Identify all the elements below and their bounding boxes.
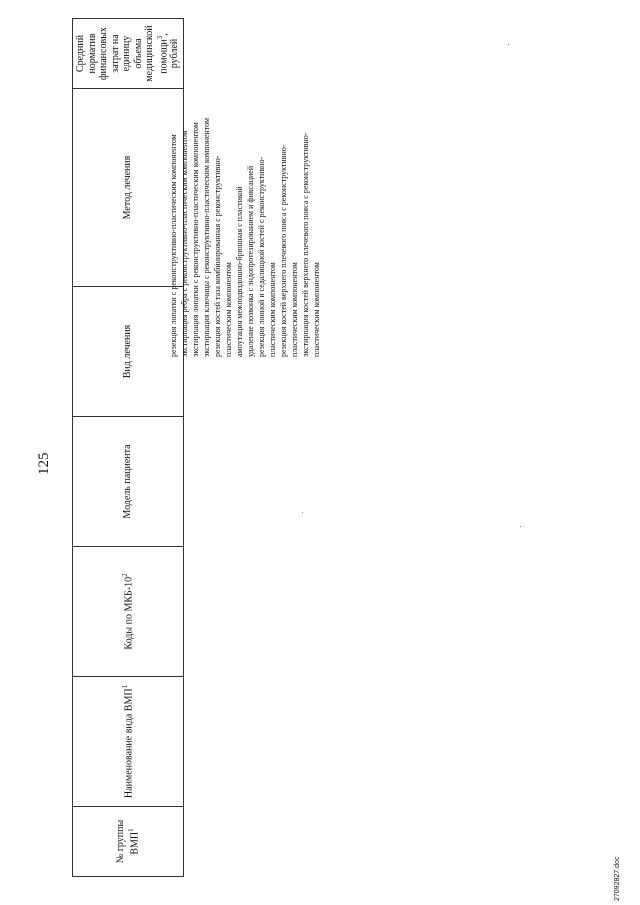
scan-speck <box>508 44 509 45</box>
list-item: ампутация межподвздошно-брюшная с пластикой <box>235 186 244 357</box>
list-item: резекция костей таза комбинированная с реконструктивно-пластическим компонентом <box>213 155 233 357</box>
document-code: 27092827.doc <box>614 856 621 901</box>
header-mkb-codes: Коды по МКБ-$10^2$ <box>73 547 184 677</box>
list-item: резекция лопатки с реконструктивно-пластическим компонентом <box>169 134 178 357</box>
page-number: 125 <box>36 452 52 475</box>
list-item: экстирпация костей верхнего плечевого пояса с реконструктивно-пластическим компонентом <box>301 132 321 357</box>
header-vmp-type-name: Наименование вида ВМП$^1$ <box>73 677 184 807</box>
list-item: резекция лонной и седалищной костей с реконструктивно-пластическим компонентом <box>257 156 277 357</box>
header-patient-model: Модель пациента <box>73 417 184 547</box>
list-item: экстирпация ключицы с реконструктивно-пластическим компонентом <box>202 117 211 357</box>
scan-speck <box>302 512 303 513</box>
header-group-no: № группы ВМП$^1$ <box>73 807 184 877</box>
table-header-row <box>73 19 184 877</box>
treatment-method-list <box>168 117 322 357</box>
scan-speck <box>520 526 521 527</box>
header-avg-cost: Средний норматив финансовых затрат на единицу объема медицинской помощи$^3$, рублей <box>73 19 184 89</box>
list-item: удаление позвонка с эндопротезированием и фиксацией <box>246 165 255 357</box>
list-item: экстирпация ребра с реконструктивно-пластическим компонентом <box>180 130 189 357</box>
list-item: экстирпация лопатки с реконструктивно-пластическим компонентом <box>191 122 200 357</box>
list-item: резекция костей верхнего плечевого пояса с реконструктивно-пластическим компонентом <box>279 144 299 357</box>
header-treatment-method: Метод лечения <box>73 89 184 287</box>
header-treatment-type: Вид лечения <box>73 287 184 417</box>
